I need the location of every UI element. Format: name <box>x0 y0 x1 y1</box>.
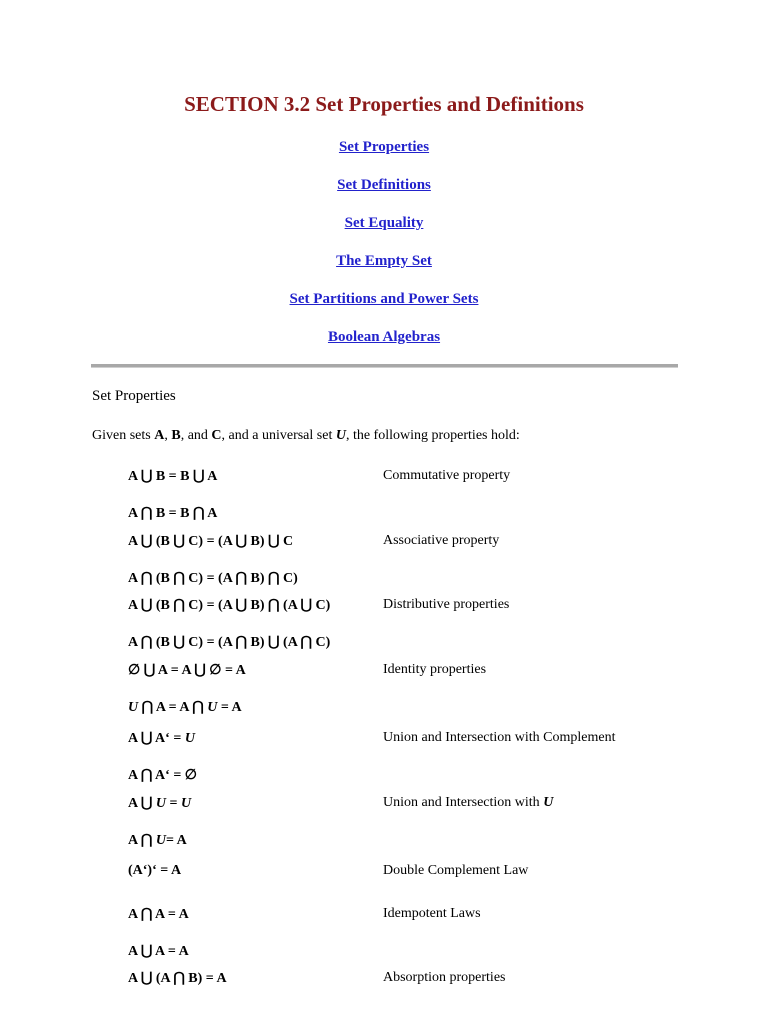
intro-set-b: B <box>171 428 181 443</box>
text-segment: = A <box>165 833 187 848</box>
text-segment: A ⋂ <box>128 833 156 848</box>
property-name <box>383 597 509 613</box>
text-segment: Union and Intersection with Complement <box>383 730 616 745</box>
universal-set-symbol: U <box>155 833 166 848</box>
set-identity-formula <box>128 505 217 522</box>
text-segment: ⋂ A = A ⋂ <box>138 700 208 715</box>
text-segment: A ⋂ (B ⋂ C) = (A ⋂ B) ⋂ C) <box>128 571 298 586</box>
text-segment: A ⋂ B = B ⋂ A <box>128 506 218 521</box>
text-segment: Idempotent Laws <box>383 906 481 921</box>
intro-prefix: Given sets <box>92 428 155 443</box>
property-name <box>383 863 528 879</box>
set-identity-formula <box>128 699 242 716</box>
set-identity-formula <box>128 533 293 550</box>
property-name <box>383 970 505 986</box>
horizontal-divider <box>91 364 678 368</box>
set-identity-formula <box>128 863 181 879</box>
universal-set-symbol: U <box>180 796 192 811</box>
text-segment: (A‘)‘ = A <box>128 863 182 878</box>
text-segment: Union and Intersection with <box>383 795 544 810</box>
text-segment: = <box>165 796 181 811</box>
universal-set-symbol: U <box>543 795 554 810</box>
property-name <box>383 533 499 549</box>
text-segment: = A <box>217 700 242 715</box>
set-identity-formula <box>128 832 187 849</box>
text-segment: ∅ ⋃ A = A ⋃ ∅ = A <box>128 663 246 678</box>
intro-separator: , and <box>180 428 212 443</box>
property-name <box>383 468 510 484</box>
text-segment: A ⋃ (B ⋃ C) = (A ⋃ B) ⋃ C <box>128 534 294 549</box>
property-name <box>383 795 553 811</box>
toc-link-empty-set[interactable]: The Empty Set <box>336 253 432 269</box>
universal-set-symbol: U <box>207 700 218 715</box>
set-identity-formula <box>128 570 298 587</box>
text-segment: A ⋃ A = A <box>128 944 189 959</box>
text-segment: A ⋂ A‘ = ∅ <box>128 768 197 783</box>
set-identity-formula <box>128 662 246 679</box>
table-of-contents <box>0 137 768 365</box>
set-identity-formula <box>128 906 189 923</box>
text-segment: A ⋂ (B ⋃ C) = (A ⋂ B) ⋃ (A ⋂ C) <box>128 635 331 650</box>
text-segment: Double Complement Law <box>383 863 529 878</box>
property-name <box>383 730 616 746</box>
text-segment: Identity properties <box>383 662 487 677</box>
universal-set-symbol: U <box>128 700 139 715</box>
set-identity-formula <box>128 597 330 614</box>
universal-set-symbol: U <box>184 731 195 746</box>
text-segment: A ⋃ B = B ⋃ A <box>128 469 218 484</box>
toc-link-set-equality[interactable]: Set Equality <box>344 215 424 231</box>
property-name <box>383 662 486 678</box>
text-segment: A ⋂ A = A <box>128 907 189 922</box>
intro-set-c: C <box>211 428 222 443</box>
text-segment: A ⋃ (A ⋂ B) = A <box>128 971 227 986</box>
intro-universal-set: U <box>335 428 346 443</box>
set-identity-formula <box>128 970 227 987</box>
set-identity-formula <box>128 767 197 784</box>
page-title: SECTION 3.2 Set Properties and Definitions <box>184 92 584 116</box>
intro-separator: , <box>164 428 172 443</box>
property-name <box>383 906 481 922</box>
text-segment: Commutative property <box>383 468 511 483</box>
toc-link-boolean-algebras[interactable]: Boolean Algebras <box>327 329 441 345</box>
intro-middle: , and a universal set <box>221 428 336 443</box>
universal-set-symbol: U <box>155 796 166 811</box>
intro-set-a: A <box>154 428 165 443</box>
intro-suffix: , the following properties hold: <box>345 428 520 443</box>
set-identity-formula <box>128 634 330 651</box>
text-segment: Associative property <box>383 533 500 548</box>
set-identity-formula <box>128 943 189 960</box>
intro-paragraph <box>92 428 520 444</box>
set-identity-formula <box>128 730 195 747</box>
text-segment: Distributive properties <box>383 597 510 612</box>
toc-link-set-definitions[interactable]: Set Definitions <box>337 177 431 193</box>
toc-link-partitions-power-sets[interactable]: Set Partitions and Power Sets <box>289 291 479 307</box>
text-segment: A ⋃ <box>128 796 156 811</box>
set-identity-formula <box>128 795 191 812</box>
set-identity-formula <box>128 468 217 485</box>
text-segment: A ⋃ (B ⋂ C) = (A ⋃ B) ⋂ (A ⋃ C) <box>128 598 331 613</box>
text-segment: Absorption properties <box>383 970 506 985</box>
toc-link-set-properties[interactable]: Set Properties <box>338 139 430 155</box>
text-segment: A ⋃ A‘ = <box>128 731 185 746</box>
section-heading: Set Properties <box>92 388 176 404</box>
